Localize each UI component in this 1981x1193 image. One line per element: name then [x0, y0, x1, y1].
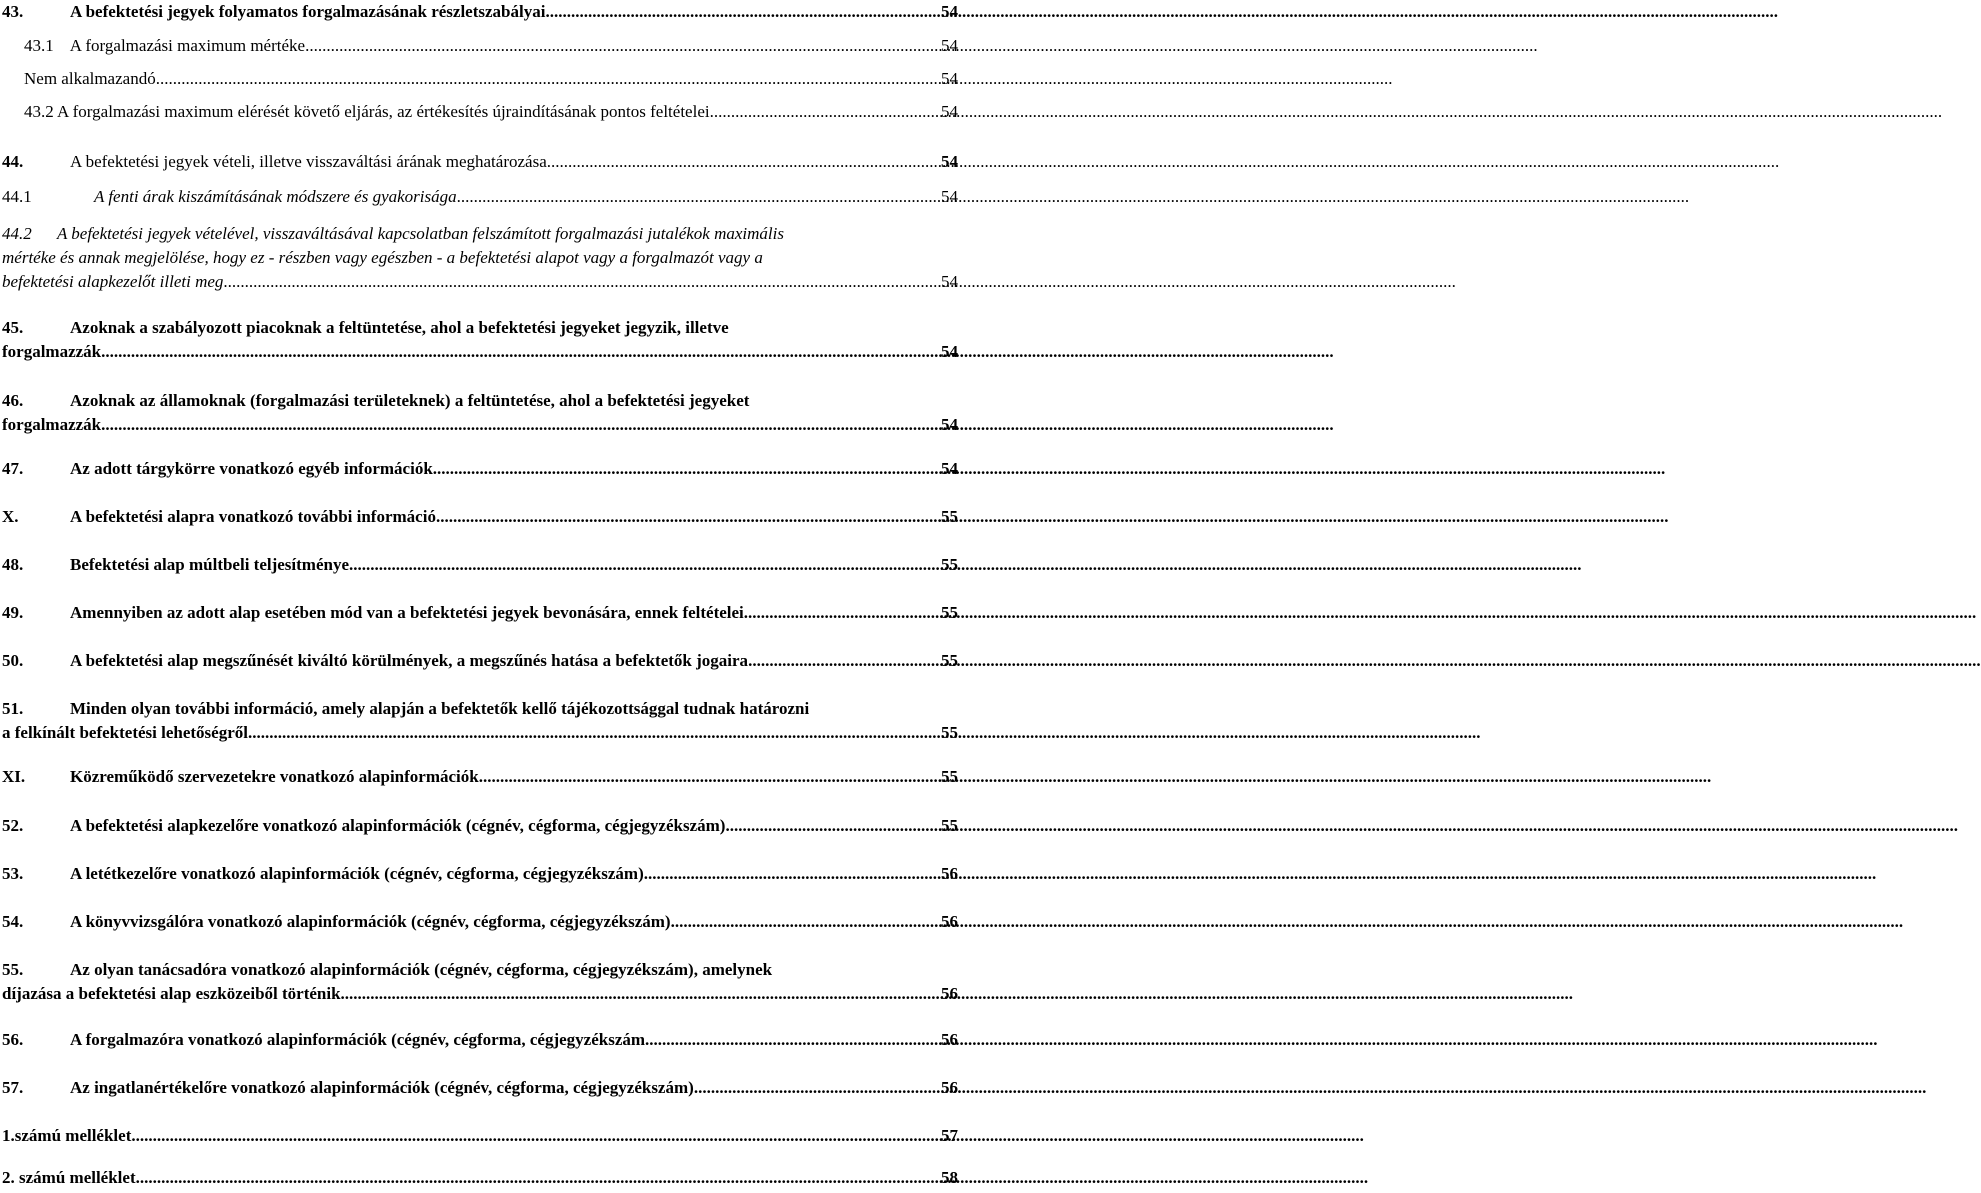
dot-leader [248, 721, 940, 745]
toc-entry-number: 55. [2, 960, 24, 979]
dot-leader [160, 67, 940, 91]
toc-entry-title-line-1: Az olyan tanácsadóra vonatkozó alapinformációk (cégnév, cégforma, cégjegyzékszám), amelynek [70, 960, 773, 979]
dot-leader [436, 505, 940, 529]
toc-entry-title-line-2: mértéke és annak megjelölése, hogy ez - részben vagy egészben - a befektetési alapot vagy a forgalmazót vagy a [2, 248, 763, 267]
toc-entry-title: A forgalmazóra vonatkozó alapinformációk (cégnév, cégforma, cégjegyzékszám [70, 1030, 646, 1049]
toc-entry-title: A letétkezelőre vonatkozó alapinformációk (cégnév, cégforma, cégjegyzékszám) [70, 864, 644, 883]
toc-entry-page: 54 [941, 342, 958, 361]
toc-entry-title: A befektetési alapra vonatkozó további információ [70, 507, 436, 526]
toc-entry-number: 50. [2, 651, 24, 670]
toc-entry-page: 55 [941, 555, 958, 574]
dot-leader [748, 649, 940, 673]
dot-leader [547, 150, 940, 174]
toc-entry-page: 54 [941, 69, 958, 88]
dot-leader [671, 910, 940, 934]
toc-entry-page: 54 [941, 187, 958, 206]
dot-leader [694, 1076, 940, 1100]
toc-entry-page: 55 [941, 507, 958, 526]
toc-entry-chapter-xi[interactable] [2, 765, 958, 789]
toc-entry-page: 56 [941, 984, 958, 1003]
toc-entry-title-line-1: Azoknak az államoknak (forgalmazási területeknek) a feltüntetése, ahol a befektetési jegyeket [70, 391, 750, 410]
toc-entry-title-line-2: forgalmazzák [2, 342, 102, 361]
toc-entry-page: 54 [941, 272, 958, 291]
toc-entry-title: Az ingatlanértékelőre vonatkozó alapinformációk (cégnév, cégforma, cégjegyzékszám) [70, 1078, 694, 1097]
toc-entry-page: 54 [941, 102, 958, 121]
dot-leader [341, 982, 940, 1006]
toc-entry-page: 55 [941, 723, 958, 742]
toc-entry-title-line-3: befektetési alapkezelőt illeti meg [2, 272, 224, 291]
toc-entry-number: 47. [2, 459, 24, 478]
dot-leader [305, 34, 940, 58]
toc-entry-43[interactable] [2, 0, 958, 24]
dot-leader [744, 601, 940, 625]
toc-entry-number: 56. [2, 1030, 24, 1049]
toc-entry-title: A befektetési alapkezelőre vonatkozó alapinformációk (cégnév, cégforma, cégjegyzékszám) [70, 816, 726, 835]
toc-entry-page: 57 [941, 1126, 958, 1145]
dot-leader [457, 185, 940, 209]
toc-entry-title: Befektetési alap múltbeli teljesítménye [70, 555, 350, 574]
toc-entry-number: 49. [2, 603, 24, 622]
dot-leader [645, 1028, 940, 1052]
toc-entry-title: 43.1 A forgalmazási maximum mértéke [24, 36, 306, 55]
toc-entry-number: 53. [2, 864, 24, 883]
toc-entry-number: 52. [2, 816, 24, 835]
toc-entry-title: Amennyiben az adott alap esetében mód van a befektetési jegyek bevonására, ennek feltételei [70, 603, 744, 622]
toc-entry-53[interactable] [2, 862, 958, 886]
toc-entry-number: 44.1 [2, 187, 32, 206]
toc-entry-title: A befektetési jegyek folyamatos forgalmazásának részletszabályai [70, 2, 546, 21]
toc-entry-page: 54 [941, 459, 958, 478]
toc-entry-number: 54. [2, 912, 24, 931]
toc-entry-title-line-2: díjazása a befektetési alap eszközeiből történik [2, 984, 341, 1003]
toc-entry-title: 2. számú melléklet [2, 1168, 136, 1187]
toc-entry-title: A befektetési alap megszűnését kiváltó körülmények, a megszűnés hatása a befektetők jogaira [70, 651, 749, 670]
toc-entry-page: 56 [941, 912, 958, 931]
toc-entry-number: 51. [2, 699, 24, 718]
toc-entry-title: 43.2 A forgalmazási maximum elérését követő eljárás, az értékesítés újraindításának pontos feltételei [24, 102, 710, 121]
toc-entry-title: A könyvvizsgálóra vonatkozó alapinformációk (cégnév, cégforma, cégjegyzékszám) [70, 912, 671, 931]
toc-entry-page: 54 [941, 415, 958, 434]
dot-leader [349, 553, 940, 577]
toc-entry-title: 1.számú melléklet [2, 1126, 132, 1145]
dot-leader [725, 814, 940, 838]
toc-entry-number: 43. [2, 2, 24, 21]
toc-entry-number: 48. [2, 555, 24, 574]
toc-entry-title-line-1: 44.2 A befektetési jegyek vételével, visszaváltásával kapcsolatban felszámított forgalmazási jutalékok maximális [2, 224, 784, 243]
dot-leader [101, 413, 940, 437]
toc-entry-title: Nem alkalmazandó. [24, 69, 160, 88]
dot-leader [644, 862, 940, 886]
toc-entry-44-2[interactable] [2, 222, 958, 294]
toc-entry-page: 56 [941, 1030, 958, 1049]
toc-entry-page: 54 [941, 36, 958, 55]
toc-entry-49[interactable] [2, 601, 958, 625]
toc-entry-50[interactable] [2, 649, 958, 673]
toc-entry-title: Közreműködő szervezetekre vonatkozó alapinformációk [70, 767, 479, 786]
toc-entry-annex-1[interactable] [2, 1124, 958, 1148]
toc-entry-page: 56 [941, 864, 958, 883]
toc-entry-47[interactable] [2, 457, 958, 481]
toc-entry-46[interactable] [2, 389, 958, 437]
toc-entry-title-line-2: forgalmazzák [2, 415, 102, 434]
toc-entry-55[interactable] [2, 958, 958, 1006]
toc-entry-number: X. [2, 507, 19, 526]
toc-entry-page: 55 [941, 816, 958, 835]
dot-leader [136, 1166, 940, 1190]
toc-entry-annex-2[interactable] [2, 1166, 958, 1190]
toc-entry-not-applicable[interactable] [2, 67, 958, 91]
toc-entry-page: 55 [941, 603, 958, 622]
dot-leader [479, 765, 940, 789]
toc-entry-page: 58 [941, 1168, 958, 1187]
toc-entry-title-line-1: Minden olyan további információ, amely alapján a befektetők kellő tájékozottsággal tudnak határozni [70, 699, 810, 718]
toc-entry-43-2[interactable] [2, 100, 958, 124]
toc-entry-43-1[interactable] [2, 34, 958, 58]
toc-entry-number: 45. [2, 318, 24, 337]
toc-entry-title-line-1: Azoknak a szabályozott piacoknak a feltüntetése, ahol a befektetési jegyeket jegyzik, illetve [70, 318, 729, 337]
toc-entry-44[interactable] [2, 150, 958, 174]
toc-entry-page: 54 [941, 152, 958, 171]
toc-entry-54[interactable] [2, 910, 958, 934]
dot-leader [545, 0, 940, 24]
toc-entry-number: 44. [2, 152, 24, 171]
toc-entry-number: XI. [2, 767, 26, 786]
toc-entry-56[interactable] [2, 1028, 958, 1052]
toc-entry-44-1[interactable] [2, 185, 958, 209]
toc-entry-title: Az adott tárgykörre vonatkozó egyéb információk [70, 459, 433, 478]
toc-entry-title: A fenti árak kiszámításának módszere és gyakorisága [94, 187, 457, 206]
toc-entry-48[interactable] [2, 553, 958, 577]
dot-leader [223, 270, 940, 294]
toc-entry-page: 55 [941, 767, 958, 786]
toc-entry-chapter-x[interactable] [2, 505, 958, 529]
toc-entry-page: 54 [941, 2, 958, 21]
toc-entry-51[interactable] [2, 697, 958, 745]
toc-entry-page: 56 [941, 1078, 958, 1097]
toc-entry-52[interactable] [2, 814, 958, 838]
toc-entry-number: 46. [2, 391, 24, 410]
toc-entry-page: 55 [941, 651, 958, 670]
toc-entry-number: 57. [2, 1078, 24, 1097]
dot-leader [101, 340, 940, 364]
dot-leader [131, 1124, 940, 1148]
toc-entry-57[interactable] [2, 1076, 958, 1100]
dot-leader [710, 100, 940, 124]
toc-entry-title: A befektetési jegyek vételi, illetve visszaváltási árának meghatározása [70, 152, 547, 171]
toc-entry-45[interactable] [2, 316, 958, 364]
toc-entry-title-line-2: a felkínált befektetési lehetőségről [2, 723, 248, 742]
dot-leader [433, 457, 940, 481]
